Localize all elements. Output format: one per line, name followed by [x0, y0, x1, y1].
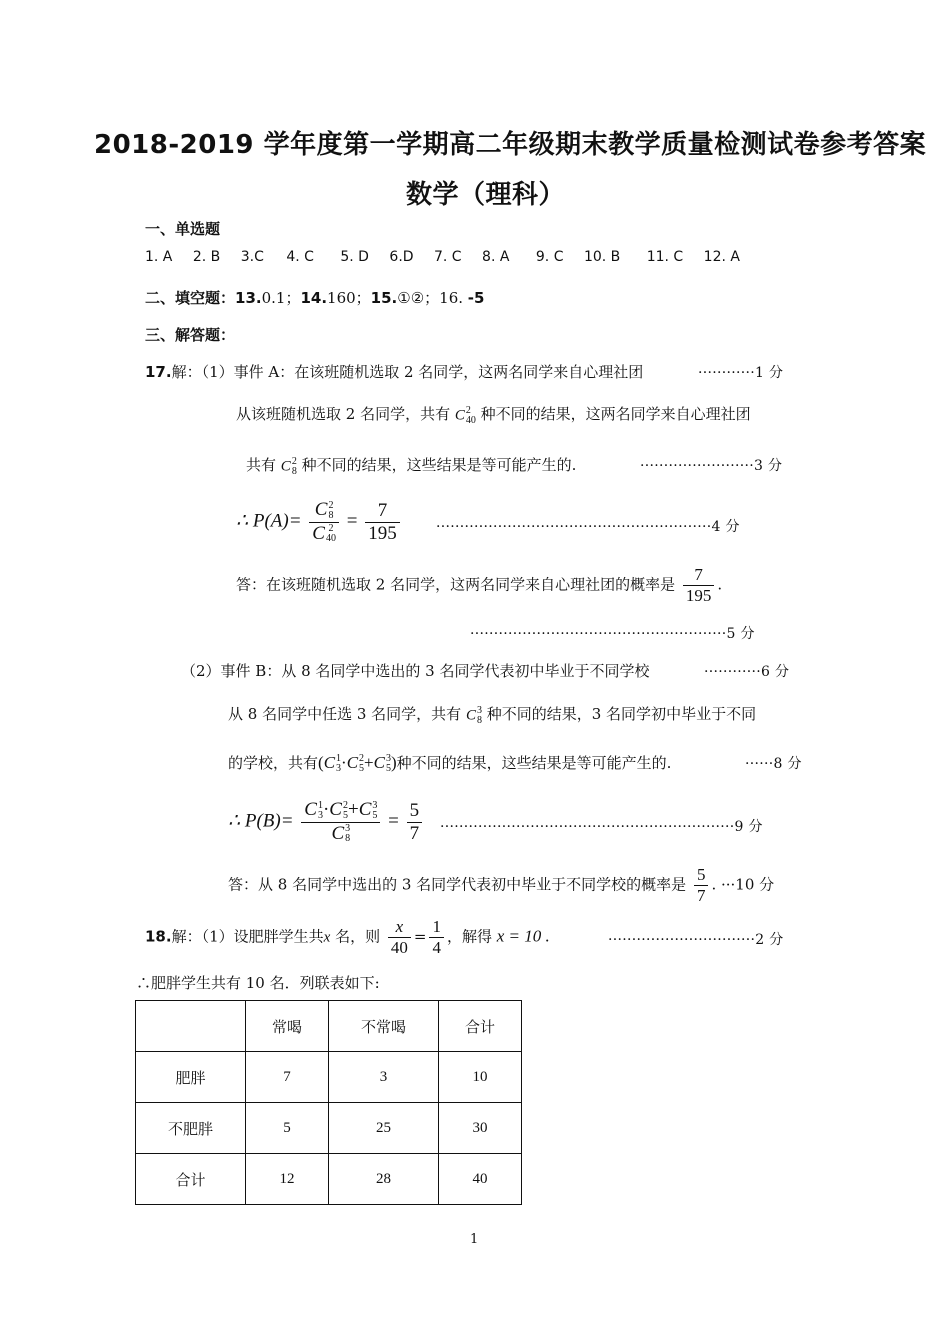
table-header-row: [136, 1001, 522, 1052]
q17-line-1: [145, 361, 643, 382]
q17-answer-2: 答：从 8 名同学中选出的 3 名同学代表初中毕业于不同学校的概率是 $\frac{5}{7}$ . ···10 分: [228, 865, 775, 905]
q15-label: 15.: [370, 289, 398, 307]
q17-line3-part2: 种不同的结果，这些结果是等可能产生的.: [301, 456, 577, 474]
q17-score-4: ··························································4 分: [436, 519, 740, 535]
score-text: 1 分: [755, 365, 784, 381]
q17-ans1-text: 答：在该班随机选取 2 名同学，这两名同学来自心理社团的概率是: [236, 575, 676, 594]
q16-label: 16.: [439, 289, 464, 307]
table-header-cell: 不常喝: [329, 1001, 439, 1052]
q18-line-1: 18.解：（1）设肥胖学生共x 名，则 $\frac{x}{40}$ = $\frac{1}{4}$ ，解得 x = 10 .: [145, 917, 550, 957]
q17-ans1-frac: [683, 566, 715, 605]
q18-line1-part1: 解：（1）设肥胖学生共: [171, 927, 324, 946]
prob-b-value: [407, 801, 423, 844]
q17-line3-part1: 共有: [246, 456, 277, 474]
single-choice-answers: [145, 249, 740, 265]
answer-9: 9. C: [535, 249, 564, 265]
q17-ans2-frac: [694, 866, 709, 905]
score-text: 6 分: [761, 664, 790, 680]
q17-label: 17.: [145, 363, 172, 381]
q18-frac-lhs: [388, 918, 411, 957]
contingency-table: [135, 1000, 522, 1205]
answer-4: 4. C: [286, 249, 314, 265]
table-row: [136, 1154, 522, 1205]
score-text: 4 分: [711, 519, 740, 535]
q18-rhs-den: 4: [432, 937, 441, 957]
table-cell: 40: [439, 1154, 522, 1205]
score-text: 9 分: [734, 819, 763, 835]
q17-line2-part2: 种不同的结果，这两名同学来自心理社团: [480, 405, 751, 423]
table-header-cell: 合计: [439, 1001, 522, 1052]
q16-answer: -5: [467, 289, 485, 307]
table-cell: 5: [246, 1103, 329, 1154]
q15-answer: ①②；: [397, 289, 440, 307]
table-header-cell: [136, 1001, 246, 1052]
q18-solution: x = 10 .: [496, 926, 550, 946]
q17-prob-b: ∴ P(B)= C 1 3 ·C 2 5 +C 3 5 C 3 8 = $\frac{5}{7}$: [228, 800, 425, 844]
comb-c40-2: C 2 40: [454, 404, 476, 426]
prob-a-lhs: ∴ P(A)=: [236, 510, 302, 532]
q17-line-7: [228, 703, 756, 726]
table-cell: 肥胖: [136, 1052, 246, 1103]
q17-prob-a: ∴ P(A)= C 2 8 C 2 40 = $\frac{7}{195}$: [236, 500, 403, 544]
table-cell: 25: [329, 1103, 439, 1154]
q17-score-1: ············1 分: [698, 365, 784, 381]
q18-line1-part2: 名，则: [335, 927, 381, 946]
q17-line-2: [236, 403, 751, 426]
comb-expression: (C 1 3 ·C 2 5 +C 3 5 ): [318, 753, 397, 775]
fill-blank-answers: [145, 287, 484, 308]
answer-6: 6.D: [389, 249, 414, 265]
q17-score-9: ······························································9 分: [440, 819, 763, 835]
table-cell: 7: [246, 1052, 329, 1103]
table-cell: 28: [329, 1154, 439, 1205]
table-cell: 30: [439, 1103, 522, 1154]
ans2-num: 5: [694, 866, 709, 886]
section-heading-single-choice: 一、单选题: [145, 220, 221, 238]
ans1-num: 7: [683, 566, 715, 586]
prob-b-ratio: C 1 3 ·C 2 5 +C 3 5 C 3 8: [301, 800, 380, 844]
table-cell: 12: [246, 1154, 329, 1205]
prob-b-den: 7: [409, 822, 420, 844]
q18-label: 18.: [145, 927, 172, 946]
answer-5: 5. D: [340, 249, 369, 265]
q17-line7-part2: 种不同的结果，3 名同学初中毕业于不同: [486, 705, 757, 723]
answer-10: 10. B: [583, 249, 621, 265]
q17-event-b: （2）事件 B：从 8 名同学中选出的 3 名同学代表初中毕业于不同学校: [181, 662, 650, 680]
score-text: 5 分: [726, 626, 755, 642]
q17-line8-part1: 的学校，共有: [228, 754, 319, 772]
table-cell: 10: [439, 1052, 522, 1103]
prob-a-value: [365, 501, 400, 544]
answer-11: 11. C: [646, 249, 684, 265]
answer-2: 2. B: [192, 249, 221, 265]
score-text: 8 分: [773, 756, 802, 772]
q18-line1-part3: ，解得: [446, 927, 492, 946]
q17-line-8: [228, 752, 671, 774]
q18-frac-den: 40: [390, 937, 408, 957]
answer-8: 8. A: [482, 249, 510, 265]
prob-a-den: 195: [368, 522, 397, 544]
q14-label: 14.: [300, 289, 328, 307]
q17-answer-1: 答：在该班随机选取 2 名同学，这两名同学来自心理社团的概率是 $\frac{7}{195}$ .: [236, 565, 723, 605]
prob-a-ratio: C 2 8 C 2 40: [309, 500, 339, 544]
table-header-cell: 常喝: [246, 1001, 329, 1052]
table-cell: 不肥胖: [136, 1103, 246, 1154]
page-subtitle: 数学（理科）: [406, 180, 566, 210]
comb-c8-2: C 2 8: [280, 455, 297, 477]
section-heading-solutions: 三、解答题：: [145, 326, 236, 344]
table-cell: 3: [329, 1052, 439, 1103]
score-text: 3 分: [754, 458, 783, 474]
q13-answer: 0.1；: [261, 289, 301, 307]
table-row: [136, 1052, 522, 1103]
prob-b-lhs: ∴ P(B)=: [228, 810, 294, 832]
section-heading-fill-blank: 二、填空题：: [145, 289, 236, 307]
page-number: 1: [470, 1232, 479, 1247]
ans1-den: 195: [685, 585, 712, 605]
score-text: 2 分: [755, 932, 784, 948]
q18-line-2: ∴肥胖学生共有 10 名．列联表如下:: [136, 974, 380, 992]
comb-c8-3: C 3 8: [465, 704, 482, 726]
q17-score-6: ············6 分: [704, 664, 790, 680]
q17-line-3: [246, 454, 576, 477]
ans2-den: 7: [696, 885, 706, 905]
q18-var: x: [323, 929, 331, 946]
q17-score-8: ······8 分: [745, 756, 802, 772]
table-cell: 合计: [136, 1154, 246, 1205]
answer-12: 12. A: [703, 249, 740, 265]
table-row: [136, 1103, 522, 1154]
q18-frac-rhs: [429, 918, 444, 957]
prob-b-num: 5: [407, 801, 423, 823]
q17-line2-part1: 从该班随机选取 2 名同学，共有: [236, 405, 451, 423]
q17-score-3: ························3 分: [640, 458, 783, 474]
prob-a-num: 7: [365, 501, 400, 523]
q13-label: 13.: [235, 289, 262, 307]
answer-1: 1. A: [145, 249, 173, 265]
answer-3: 3.C: [240, 249, 264, 265]
q17-line7-part1: 从 8 名同学中任选 3 名同学，共有: [228, 705, 462, 723]
q17-line8-part2: 种不同的结果，这些结果是等可能产生的.: [396, 754, 672, 772]
q17-ans2-text: 答：从 8 名同学中选出的 3 名同学代表初中毕业于不同学校的概率是: [228, 875, 687, 894]
page-title: 2018-2019 学年度第一学期高二年级期末教学质量检测试卷参考答案: [94, 130, 927, 160]
answer-7: 7. C: [434, 249, 462, 265]
q17-score-10: 10 分: [735, 875, 775, 894]
q18-frac-num: x: [388, 918, 411, 938]
q17-score-5: ······················································5 分: [470, 626, 755, 642]
q18-rhs-num: 1: [429, 918, 444, 938]
q17-event-a: 解：（1）事件 A：在该班随机选取 2 名同学，这两名同学来自心理社团: [171, 363, 644, 381]
q17-part2-line: [181, 660, 650, 681]
q14-answer: 160；: [327, 289, 371, 307]
q18-score-2: ·······························2 分: [608, 932, 784, 948]
